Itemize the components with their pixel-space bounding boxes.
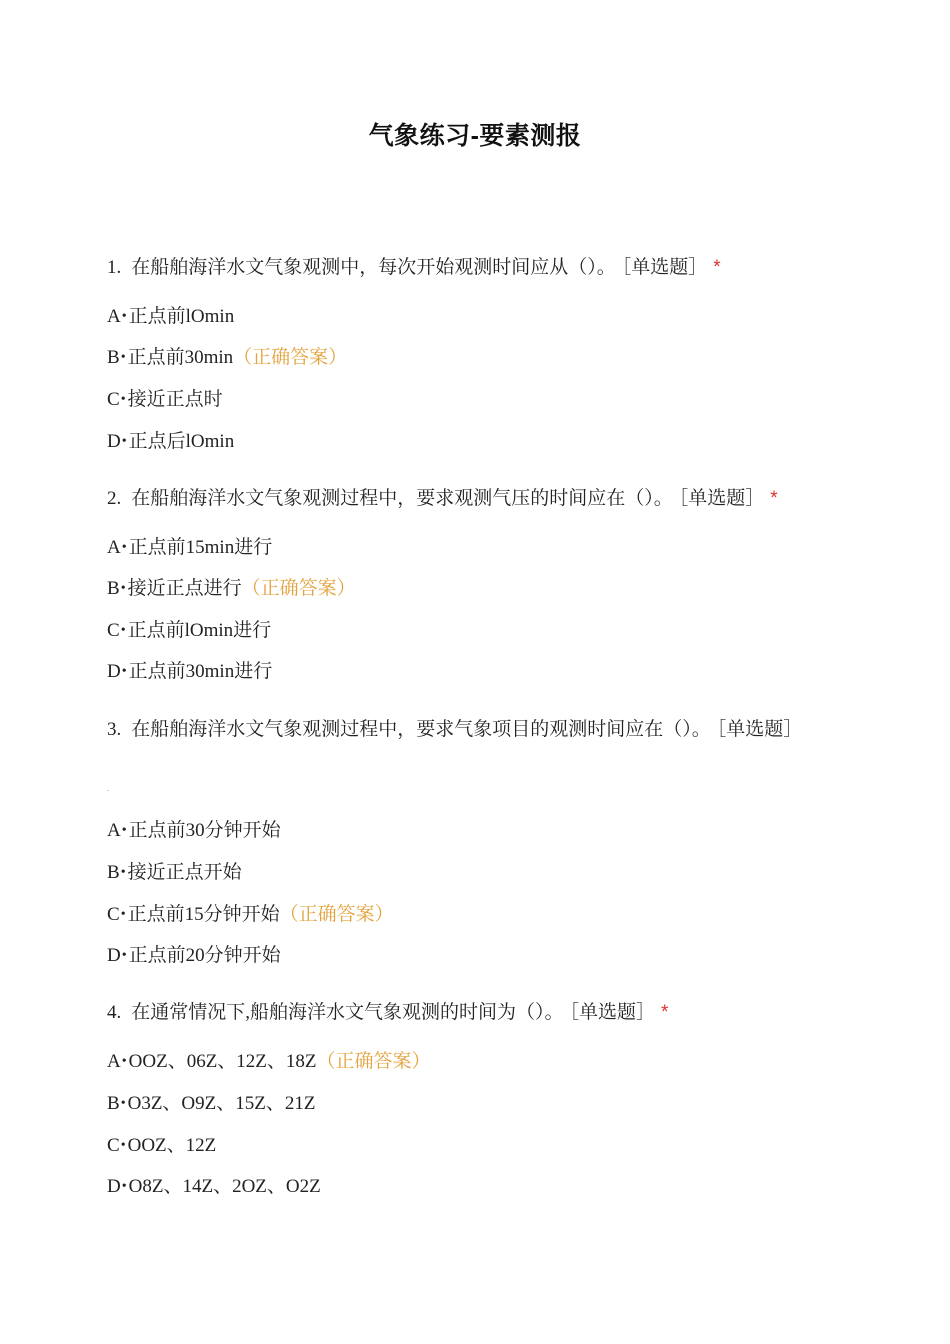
bullet-icon: • [121, 1179, 127, 1194]
option-3a [107, 819, 281, 845]
option-letter: B [107, 578, 120, 599]
question-number: 3. [107, 719, 122, 740]
bullet-icon: • [120, 865, 126, 880]
option-letter: C [107, 904, 120, 925]
option-text: 正点前30min进行 [128, 661, 273, 682]
required-mark: * [770, 488, 778, 509]
option-4a [107, 1050, 431, 1076]
correct-answer-label: （正确答案） [233, 347, 348, 368]
option-text: O3Z、O9Z、15Z、21Z [127, 1093, 316, 1114]
question-number: 1. [107, 257, 122, 278]
bullet-icon: • [120, 1096, 126, 1111]
option-letter: D [107, 661, 121, 682]
required-mark: * [713, 257, 721, 278]
option-1c [107, 388, 223, 414]
option-1d [107, 430, 234, 456]
option-text: 接近正点进行 [127, 578, 242, 599]
option-2b [107, 577, 356, 603]
bullet-icon: • [120, 907, 126, 922]
bullet-icon: • [121, 540, 127, 555]
option-2c [107, 619, 271, 645]
option-text: OOZ、06Z、12Z、18Z [128, 1051, 317, 1072]
correct-answer-label: （正确答案） [279, 904, 394, 925]
page-title: 气象练习-要素测报 [368, 122, 582, 150]
question-text: 在通常情况下,船舶海洋水文气象观测的时间为（）。 [131, 1002, 564, 1023]
question-1 [107, 256, 852, 280]
question-4 [107, 1001, 852, 1025]
question-text: 在船舶海洋水文气象观测过程中，要求气象项目的观测时间应在（）。 [131, 719, 711, 740]
option-1a [107, 305, 234, 331]
option-4b [107, 1092, 315, 1118]
option-1b [107, 346, 347, 372]
bullet-icon: • [121, 1054, 127, 1069]
option-text: 正点前15min进行 [128, 537, 273, 558]
option-text: OOZ、12Z [127, 1135, 217, 1156]
bullet-icon: • [121, 664, 127, 679]
option-letter: D [107, 945, 121, 966]
correct-answer-label: （正确答案） [241, 578, 356, 599]
question-type: ［单选题］ [716, 719, 803, 740]
option-text: 正点前lOmin进行 [127, 620, 272, 641]
option-letter: A [107, 306, 121, 327]
option-letter: B [107, 347, 120, 368]
question-number: 4. [107, 1002, 122, 1023]
option-letter: A [107, 537, 121, 558]
option-text: 接近正点开始 [127, 862, 242, 883]
option-3d [107, 944, 281, 970]
option-text: 正点前lOmin [128, 306, 235, 327]
bullet-icon: • [121, 948, 127, 963]
option-letter: A [107, 1051, 121, 1072]
option-letter: B [107, 862, 120, 883]
bullet-icon: • [120, 350, 126, 365]
bullet-icon: • [121, 823, 127, 838]
option-letter: C [107, 620, 120, 641]
bullet-icon: • [121, 434, 127, 449]
bullet-icon: • [121, 309, 127, 324]
option-letter: D [107, 1176, 121, 1197]
bullet-icon: • [120, 581, 126, 596]
option-letter: B [107, 1093, 120, 1114]
bullet-icon: • [120, 392, 126, 407]
option-letter: A [107, 820, 121, 841]
option-letter: C [107, 1135, 120, 1156]
option-text: 正点后lOmin [128, 431, 235, 452]
option-3b [107, 861, 242, 887]
option-3c [107, 903, 394, 929]
option-text: 接近正点时 [127, 389, 223, 410]
question-number: 2. [107, 488, 122, 509]
option-text: 正点前20分钟开始 [128, 945, 281, 966]
option-text: 正点前15分钟开始 [127, 904, 280, 925]
question-type: ［单选题］ [569, 1002, 656, 1023]
required-mark: * [661, 1002, 669, 1023]
option-letter: C [107, 389, 120, 410]
option-text: O8Z、14Z、2OZ、O2Z [128, 1176, 321, 1197]
question-text: 在船舶海洋水文气象观测中，每次开始观测时间应从（）。 [131, 257, 616, 278]
correct-answer-label: （正确答案） [316, 1051, 431, 1072]
bullet-icon: • [120, 623, 126, 638]
option-letter: D [107, 431, 121, 452]
question-type: ［单选题］ [621, 257, 708, 278]
stray-mark: . [107, 784, 109, 793]
option-text: 正点前30min [127, 347, 234, 368]
question-2 [107, 487, 852, 511]
question-3 [107, 718, 852, 742]
question-type: ［单选题］ [678, 488, 765, 509]
question-text: 在船舶海洋水文气象观测过程中，要求观测气压的时间应在（）。 [131, 488, 673, 509]
option-4c [107, 1134, 216, 1160]
option-2d [107, 660, 272, 686]
option-2a [107, 536, 272, 562]
option-text: 正点前30分钟开始 [128, 820, 281, 841]
option-4d [107, 1175, 321, 1201]
bullet-icon: • [120, 1138, 126, 1153]
